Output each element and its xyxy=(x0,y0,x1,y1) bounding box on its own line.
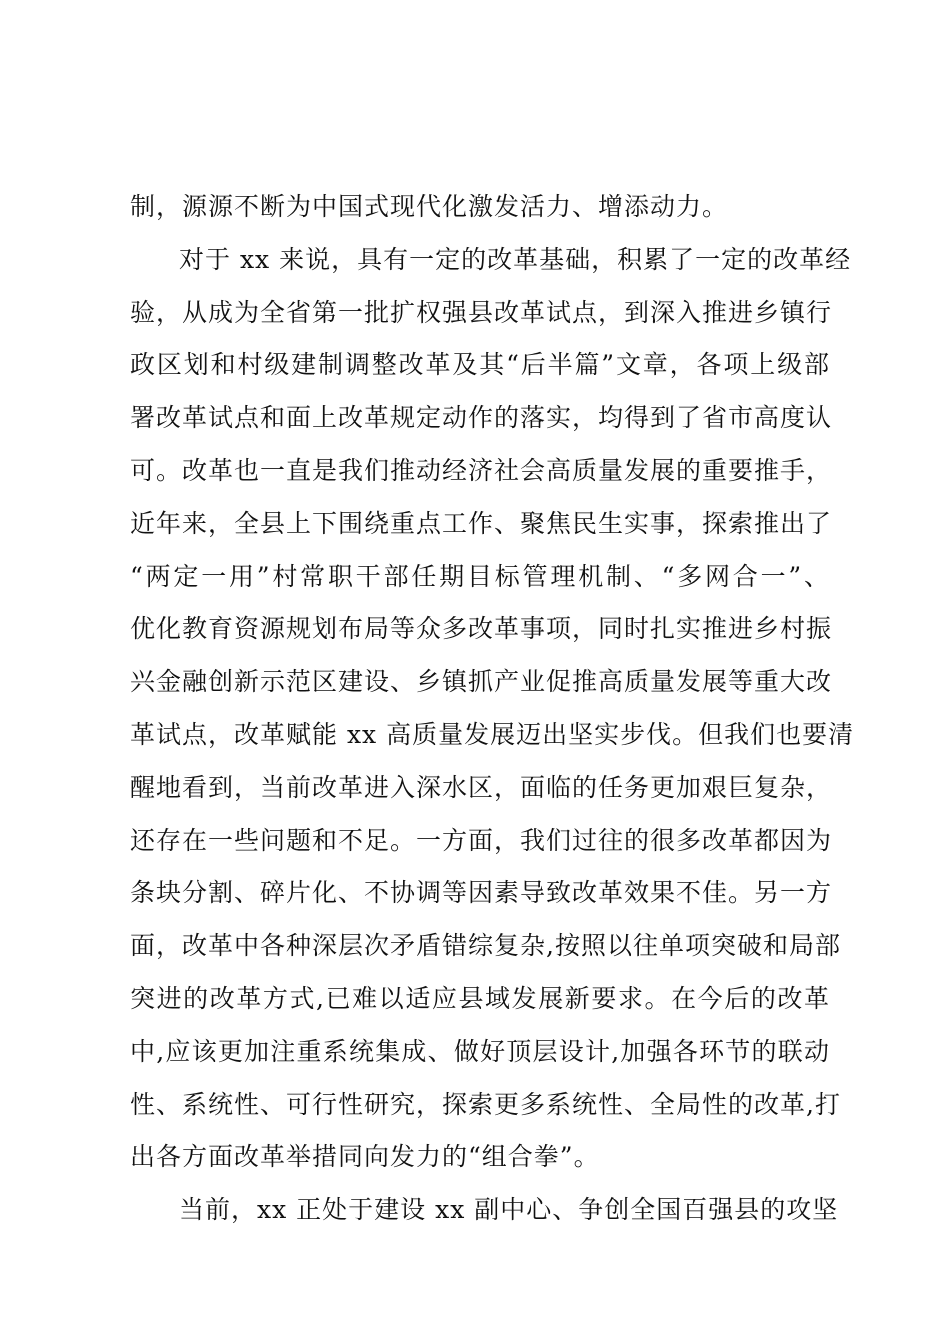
text-line: 优化教育资源规划布局等众多改革事项，同时扎实推进乡村振 xyxy=(130,614,833,644)
text-line: 醒地看到，当前改革进入深水区，面临的任务更加艰巨复杂， xyxy=(130,772,833,802)
text-line: 条块分割、碎片化、不协调等因素导致改革效果不佳。另一方 xyxy=(130,878,833,908)
text-line: 政区划和村级建制调整改革及其“后半篇”文章，各项上级部 xyxy=(130,350,830,380)
text-line: 当前，xx 正处于建设 xx 副中心、争创全国百强县的攻坚 xyxy=(179,1195,839,1225)
document-body xyxy=(130,181,855,1237)
text-line: 可。改革也一直是我们推动经济社会高质量发展的重要推手， xyxy=(130,455,833,485)
text-line: 中,应该更加注重系统集成、做好顶层设计,加强各环节的联动 xyxy=(130,1036,830,1066)
text-line: 近年来，全县上下围绕重点工作、聚焦民生实事，探索推出了 xyxy=(130,508,833,538)
text-line: “两定一用”村常职干部任期目标管理机制、“多网合一”、 xyxy=(130,561,830,591)
text-line: 验，从成为全省第一批扩权强县改革试点，到深入推进乡镇行 xyxy=(130,297,833,327)
text-line: 还存在一些问题和不足。一方面，我们过往的很多改革都因为 xyxy=(130,825,833,855)
text-line: 突进的改革方式,已难以适应县域发展新要求。在今后的改革 xyxy=(130,983,830,1013)
text-line: 署改革试点和面上改革规定动作的落实，均得到了省市高度认 xyxy=(130,403,833,433)
text-line: 制，源源不断为中国式现代化激发活力、增添动力。 xyxy=(130,192,729,221)
text-line: 性、系统性、可行性研究，探索更多系统性、全局性的改革,打 xyxy=(130,1089,841,1119)
text-line: 兴金融创新示范区建设、乡镇抓产业促推高质量发展等重大改 xyxy=(130,667,833,697)
text-line: 出各方面改革举措同向发力的“组合拳”。 xyxy=(130,1142,600,1172)
text-line: 对于 xx 来说，具有一定的改革基础，积累了一定的改革经 xyxy=(179,244,852,274)
text-line: 面，改革中各种深层次矛盾错综复杂,按照以往单项突破和局部 xyxy=(130,931,841,961)
text-line: 革试点，改革赋能 xx 高质量发展迈出坚实步伐。但我们也要清 xyxy=(130,719,855,749)
